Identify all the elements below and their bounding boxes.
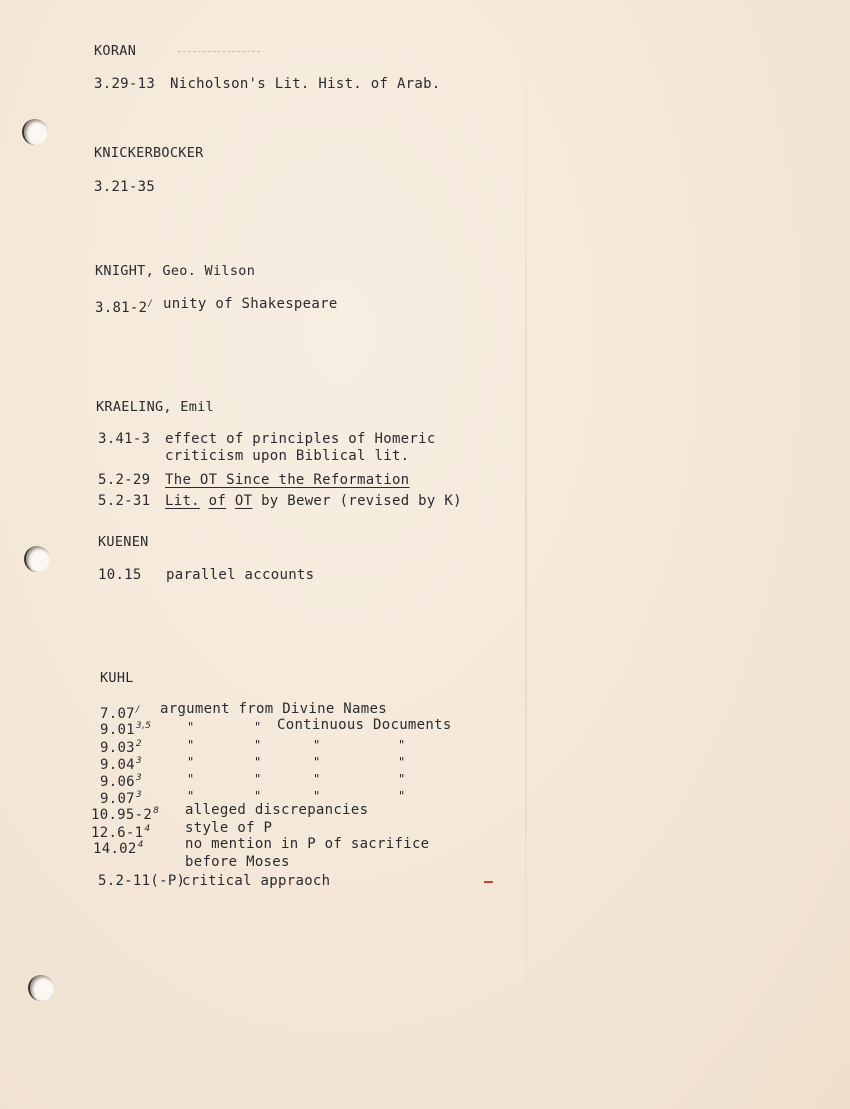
book-title-part: Lit. — [165, 493, 200, 509]
entry-ref: 5.2-31 — [98, 493, 151, 509]
entry-ref: 9.04 — [100, 757, 135, 773]
paper-fold-line — [525, 0, 527, 1109]
heading-kraeling: KRAELING, Emil — [96, 399, 214, 415]
entry-ref: 9.01 — [100, 722, 135, 738]
punch-hole-middle — [24, 546, 50, 572]
entry-ref-with-note — [95, 295, 152, 317]
ditto-mark: " — [313, 789, 321, 803]
entry-ref: 3.41-3 — [98, 431, 151, 447]
book-title-part: OT — [234, 493, 253, 509]
entry-ref: 9.03 — [100, 740, 135, 756]
entry-ref-with-note — [93, 836, 144, 858]
entry-ref: 12.6-1 — [91, 825, 144, 841]
entry-text: unity of Shakespeare — [163, 296, 338, 312]
entry-ref: 3.81-2 — [95, 300, 148, 316]
entry-text-continued: criticism upon Biblical lit. — [165, 448, 410, 464]
entry-ref: 3.29-13 — [94, 76, 156, 92]
ditto-mark: " — [398, 789, 406, 803]
handwritten-note: 3,5 — [135, 721, 152, 731]
entry-text: Nicholson's Lit. Hist. of Arab. — [170, 76, 441, 92]
ditto-mark: " — [254, 738, 262, 752]
entry-text: style of P — [185, 820, 273, 836]
heading-kuenen: KUENEN — [98, 534, 149, 550]
ditto-mark: " — [187, 772, 195, 786]
handwritten-note: / — [135, 705, 140, 715]
ditto-mark: " — [187, 789, 195, 803]
ditto-mark: " — [398, 755, 406, 769]
entry-text — [165, 492, 462, 510]
ditto-mark: " — [254, 789, 262, 803]
punch-hole-top — [22, 119, 48, 145]
handwritten-note: 3 — [135, 773, 142, 783]
entry-text-continued: before Moses — [185, 854, 290, 870]
entry-ref: 10.95-2 — [91, 807, 153, 823]
entry-ref: 5.2-29 — [98, 472, 151, 488]
handwritten-note: 8 — [153, 806, 160, 816]
heading-koran: KORAN — [94, 43, 137, 59]
faint-rule — [178, 51, 260, 52]
entry-ref: 9.06 — [100, 774, 135, 790]
entry-text: no mention in P of sacrifice — [185, 836, 430, 852]
ditto-mark: " — [187, 738, 195, 752]
ditto-mark: " — [313, 755, 321, 769]
entry-text: critical appraoch — [182, 873, 331, 889]
entry-ref: 9.07 — [100, 791, 135, 807]
handwritten-note: 4 — [137, 840, 144, 850]
handwritten-note: 4 — [144, 824, 151, 834]
entry-ref: 7.07 — [100, 706, 135, 722]
handwritten-note: 2 — [135, 739, 142, 749]
entry-ref: 3.21-35 — [94, 179, 156, 195]
red-pencil-mark — [484, 881, 493, 883]
entry-text: argument from Divine Names — [160, 701, 387, 717]
book-title-part: of — [208, 493, 227, 509]
heading-kuhl: KUHL — [100, 670, 134, 686]
entry-text: parallel accounts — [166, 567, 315, 583]
entry-text: effect of principles of Homeric — [165, 431, 436, 447]
ditto-mark: " — [313, 738, 321, 752]
ditto-mark: " — [187, 755, 195, 769]
punch-hole-bottom — [28, 975, 54, 1001]
handwritten-note: / — [148, 299, 152, 309]
ditto-mark: " — [313, 772, 321, 786]
ditto-mark: " — [187, 720, 195, 734]
book-note: by Bewer (revised by K) — [261, 493, 462, 509]
handwritten-note: 3 — [135, 790, 142, 800]
book-title: The OT Since the Reformation — [165, 472, 410, 488]
entry-ref: 10.15 — [98, 567, 142, 583]
heading-knickerbocker: KNICKERBOCKER — [94, 145, 204, 161]
entry-text: alleged discrepancies — [185, 802, 369, 818]
entry-ref: 14.02 — [93, 841, 137, 857]
ditto-mark: " — [254, 755, 262, 769]
ditto-mark: " — [254, 720, 262, 734]
handwritten-note: 3 — [135, 756, 142, 766]
ditto-mark: " — [254, 772, 262, 786]
heading-knight: KNIGHT, Geo. Wilson — [95, 263, 256, 279]
ditto-mark: " — [398, 772, 406, 786]
entry-text: Continuous Documents — [277, 717, 452, 733]
ditto-mark: " — [398, 738, 406, 752]
entry-ref: 5.2-11(-P) — [98, 873, 186, 889]
